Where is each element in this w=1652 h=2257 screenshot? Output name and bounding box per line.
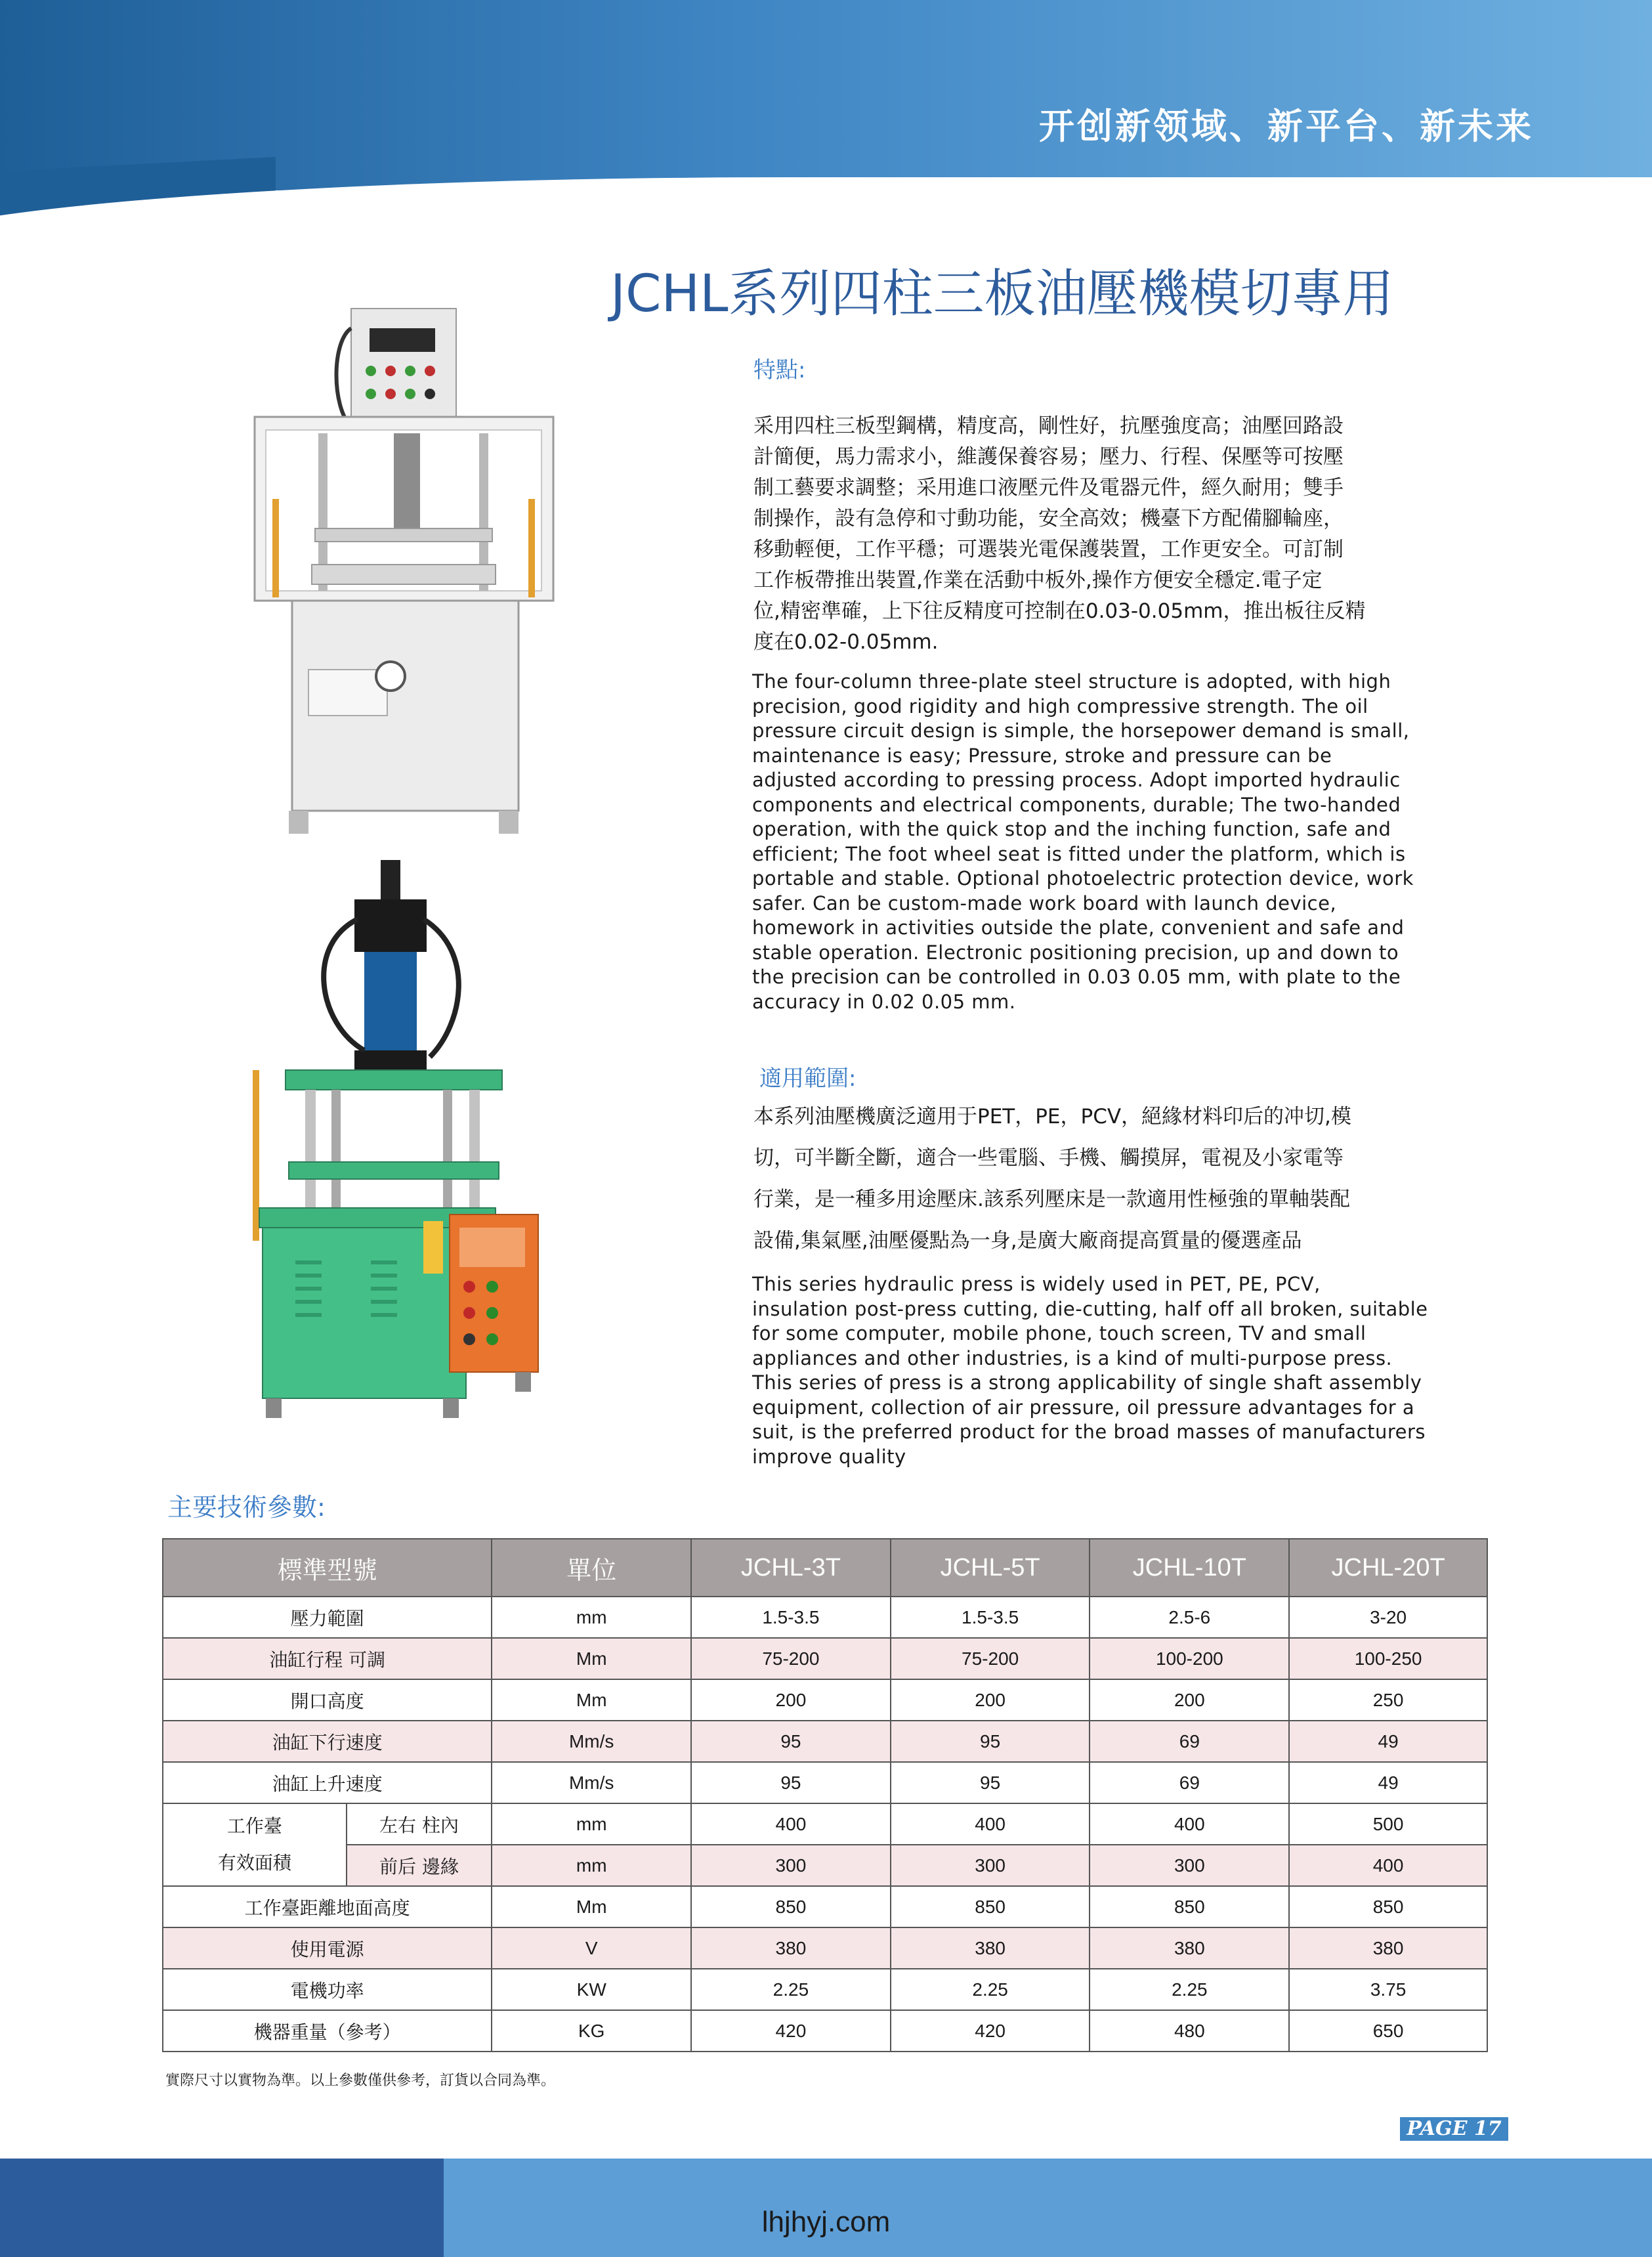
cell-value: 2.25	[1090, 1969, 1289, 2010]
page-title: JCHL系列四柱三板油壓機模切專用	[610, 265, 1394, 324]
features-en-line: homework in activities outside the plate, convenient and safe and	[752, 916, 1405, 939]
cell-value: 49	[1289, 1762, 1487, 1803]
cell-value: 380	[1090, 1927, 1289, 1969]
spec-table	[162, 1538, 1488, 2052]
website-url: lhjhyj.com	[761, 2206, 891, 2238]
col-header-5t: JCHL-5T	[891, 1539, 1090, 1597]
params-heading: 主要技術參數:	[167, 1493, 326, 1522]
table-header-row	[163, 1539, 1487, 1597]
features-en-line: The four-column three-plate steel structure is adopted, with high	[752, 670, 1391, 693]
features-en-line: precision, good rigidity and high compressive strength. The oil	[752, 695, 1368, 718]
cell-value: 850	[1090, 1886, 1289, 1927]
scope-en-line: equipment, collection of air pressure, oil pressure advantages for a	[752, 1396, 1415, 1419]
cell-value: 95	[891, 1721, 1090, 1762]
cell-value: 300	[691, 1845, 891, 1886]
features-en-line: operation, with the quick stop and the inching function, safe and	[752, 818, 1391, 840]
cell-value: 250	[1289, 1679, 1487, 1721]
col-header-20t: JCHL-20T	[1289, 1539, 1487, 1597]
col-header-3t: JCHL-3T	[691, 1539, 891, 1597]
cell-value: 3.75	[1289, 1969, 1487, 2010]
table-row	[163, 1803, 1487, 1845]
features-cn-line: 制操作，設有急停和寸動功能，安全高效；機臺下方配備腳輪座，	[753, 507, 1344, 530]
cell-value: 1.5-3.5	[691, 1597, 891, 1638]
cell-value: 100-200	[1090, 1638, 1289, 1679]
features-cn-line: 制工藝要求調整；采用進口液壓元件及電器元件，經久耐用；雙手	[753, 476, 1344, 500]
features-en-line: safer. Can be custom-made work board with launch device,	[752, 892, 1337, 914]
scope-en-line: appliances and other industries, is a kind of multi-purpose press.	[752, 1346, 1393, 1369]
features-en-line: portable and stable. Optional photoelectric protection device, work	[752, 867, 1414, 890]
row-unit: Mm	[492, 1638, 691, 1679]
cell-value: 49	[1289, 1721, 1487, 1762]
row-label: 使用電源	[163, 1927, 492, 1969]
scope-cn-line: 切，可半斷全斷，適合一些電腦、手機、觸摸屏，電視及小家電等	[753, 1146, 1344, 1170]
row-unit: Mm/s	[492, 1721, 691, 1762]
cell-value: 850	[1289, 1886, 1487, 1927]
cell-value: 380	[691, 1927, 891, 1969]
cell-value: 300	[1090, 1845, 1289, 1886]
row-label: 機器重量（參考）	[163, 2010, 492, 2052]
footnote: 實際尺寸以實物為準。以上參數僅供參考，訂貨以合同為準。	[165, 2073, 556, 2089]
features-cn-text	[753, 411, 1470, 658]
cell-value: 500	[1289, 1803, 1487, 1845]
page-number-badge: PAGE 17	[1400, 2117, 1508, 2141]
cell-value: 400	[691, 1803, 891, 1845]
cell-value: 400	[1090, 1803, 1289, 1845]
col-header-unit: 單位	[492, 1539, 691, 1597]
cell-value: 480	[1090, 2010, 1289, 2052]
row-label: 前后 邊緣	[347, 1845, 492, 1886]
features-en-line: adjusted according to pressing process. Adopt imported hydraulic	[752, 769, 1401, 791]
scope-en-line: insulation post-press cutting, die-cutting, half off all broken, suitable	[752, 1297, 1428, 1320]
scope-en-text	[752, 1272, 1474, 1469]
features-cn-line: 工作板帶推出裝置,作業在活動中板外,操作方便安全穩定.電子定	[753, 569, 1323, 592]
cell-value: 2.25	[891, 1969, 1090, 2010]
col-header-model: 標準型號	[163, 1539, 492, 1597]
features-en-line: stable operation. Electronic positioning precision, up and down to	[752, 941, 1399, 964]
green-press-machine-image	[233, 853, 568, 1444]
row-label: 工作臺距離地面高度	[163, 1886, 492, 1927]
cell-value: 69	[1090, 1721, 1289, 1762]
cell-value: 3-20	[1289, 1597, 1487, 1638]
cell-value: 850	[691, 1886, 891, 1927]
cell-value: 200	[691, 1679, 891, 1721]
table-row	[163, 1762, 1487, 1803]
row-group-label	[163, 1803, 347, 1886]
row-unit: KG	[492, 2010, 691, 2052]
scope-en-line: suit, is the preferred product for the broad masses of manufacturers	[752, 1421, 1426, 1443]
col-header-10t: JCHL-10T	[1090, 1539, 1289, 1597]
cell-value: 1.5-3.5	[891, 1597, 1090, 1638]
cell-value: 650	[1289, 2010, 1487, 2052]
group-label-line: 有效面積	[217, 1852, 291, 1874]
row-unit: Mm	[492, 1679, 691, 1721]
cell-value: 69	[1090, 1762, 1289, 1803]
row-label: 電機功率	[163, 1969, 492, 2010]
scope-cn-line: 本系列油壓機廣泛適用于PET，PE，PCV，絕緣材料印后的冲切,模	[753, 1105, 1351, 1128]
row-label: 油缸下行速度	[163, 1721, 492, 1762]
scope-heading: 適用範圍:	[759, 1065, 857, 1092]
row-unit: KW	[492, 1969, 691, 2010]
table-row	[163, 2010, 1487, 2052]
scope-cn-line: 行業，是一種多用途壓床.該系列壓床是一款適用性極強的單軸裝配	[753, 1188, 1350, 1211]
cell-value: 850	[891, 1886, 1090, 1927]
features-heading: 特點:	[753, 357, 806, 383]
grey-press-machine-image	[253, 302, 555, 840]
table-row	[163, 1969, 1487, 2010]
cell-value: 420	[891, 2010, 1090, 2052]
table-row	[163, 1845, 1487, 1886]
cell-value: 75-200	[891, 1638, 1090, 1679]
cell-value: 95	[691, 1721, 891, 1762]
scope-en-line: for some computer, mobile phone, touch screen, TV and small	[752, 1322, 1366, 1344]
row-unit: Mm	[492, 1886, 691, 1927]
cell-value: 380	[891, 1927, 1090, 1969]
slogan: 开创新领域、新平台、新未来	[1039, 106, 1534, 147]
cell-value: 400	[1289, 1845, 1487, 1886]
cell-value: 400	[891, 1803, 1090, 1845]
features-en-line: the precision can be controlled in 0.03 0.05 mm, with plate to the	[752, 966, 1401, 988]
features-en-line: accuracy in 0.02 0.05 mm.	[752, 990, 1016, 1013]
header-band	[0, 0, 1652, 217]
table-row	[163, 1886, 1487, 1927]
table-row	[163, 1679, 1487, 1721]
features-en-text	[752, 670, 1474, 1014]
cell-value: 95	[891, 1762, 1090, 1803]
row-label: 壓力範圍	[163, 1597, 492, 1638]
cell-value: 95	[691, 1762, 891, 1803]
features-cn-line: 度在0.02-0.05mm.	[753, 630, 939, 654]
features-cn-line: 計簡便，馬力需求小，維護保養容易；壓力、行程、保壓等可按壓	[753, 445, 1344, 469]
cell-value: 2.25	[691, 1969, 891, 2010]
cell-value: 200	[891, 1679, 1090, 1721]
scope-cn-line: 設備,集氣壓,油壓優點為一身,是廣大廠商提高質量的優選產品	[753, 1229, 1302, 1253]
row-label: 油缸上升速度	[163, 1762, 492, 1803]
cell-value: 100-250	[1289, 1638, 1487, 1679]
scope-en-line: improve quality	[752, 1445, 906, 1468]
scope-en-line: This series of press is a strong applicability of single shaft assembly	[752, 1371, 1422, 1394]
features-en-line: maintenance is easy; Pressure, stroke and pressure can be	[752, 744, 1332, 767]
scope-cn-text	[753, 1096, 1475, 1262]
row-unit: mm	[492, 1845, 691, 1886]
row-unit: mm	[492, 1803, 691, 1845]
features-en-line: pressure circuit design is simple, the horsepower demand is small,	[752, 720, 1410, 742]
features-cn-line: 采用四柱三板型鋼構，精度高，剛性好，抗壓強度高；油壓回路設	[753, 414, 1344, 438]
scope-en-line: This series hydraulic press is widely used in PET, PE, PCV,	[752, 1273, 1321, 1295]
row-unit: V	[492, 1927, 691, 1969]
cell-value: 75-200	[691, 1638, 891, 1679]
row-unit: Mm/s	[492, 1762, 691, 1803]
features-cn-line: 移動輕便，工作平穩；可選裝光電保護裝置，工作更安全。可訂制	[753, 538, 1344, 561]
row-label: 油缸行程 可調	[163, 1638, 492, 1679]
table-row	[163, 1721, 1487, 1762]
table-row	[163, 1927, 1487, 1969]
cell-value: 2.5-6	[1090, 1597, 1289, 1638]
table-row	[163, 1638, 1487, 1679]
cell-value: 200	[1090, 1679, 1289, 1721]
features-en-line: components and electrical components, durable; The two-handed	[752, 793, 1401, 816]
group-label-line: 工作臺	[226, 1815, 282, 1837]
cell-value: 420	[691, 2010, 891, 2052]
features-en-line: efficient; The foot wheel seat is fitted under the platform, which is	[752, 842, 1406, 865]
cell-value: 300	[891, 1845, 1090, 1886]
row-unit: mm	[492, 1597, 691, 1638]
cell-value: 380	[1289, 1927, 1487, 1969]
row-label: 開口高度	[163, 1679, 492, 1721]
features-cn-line: 位,精密準確，上下往反精度可控制在0.03-0.05mm，推出板往反精	[753, 599, 1366, 623]
row-label: 左右 柱內	[347, 1803, 492, 1845]
table-row	[163, 1597, 1487, 1638]
